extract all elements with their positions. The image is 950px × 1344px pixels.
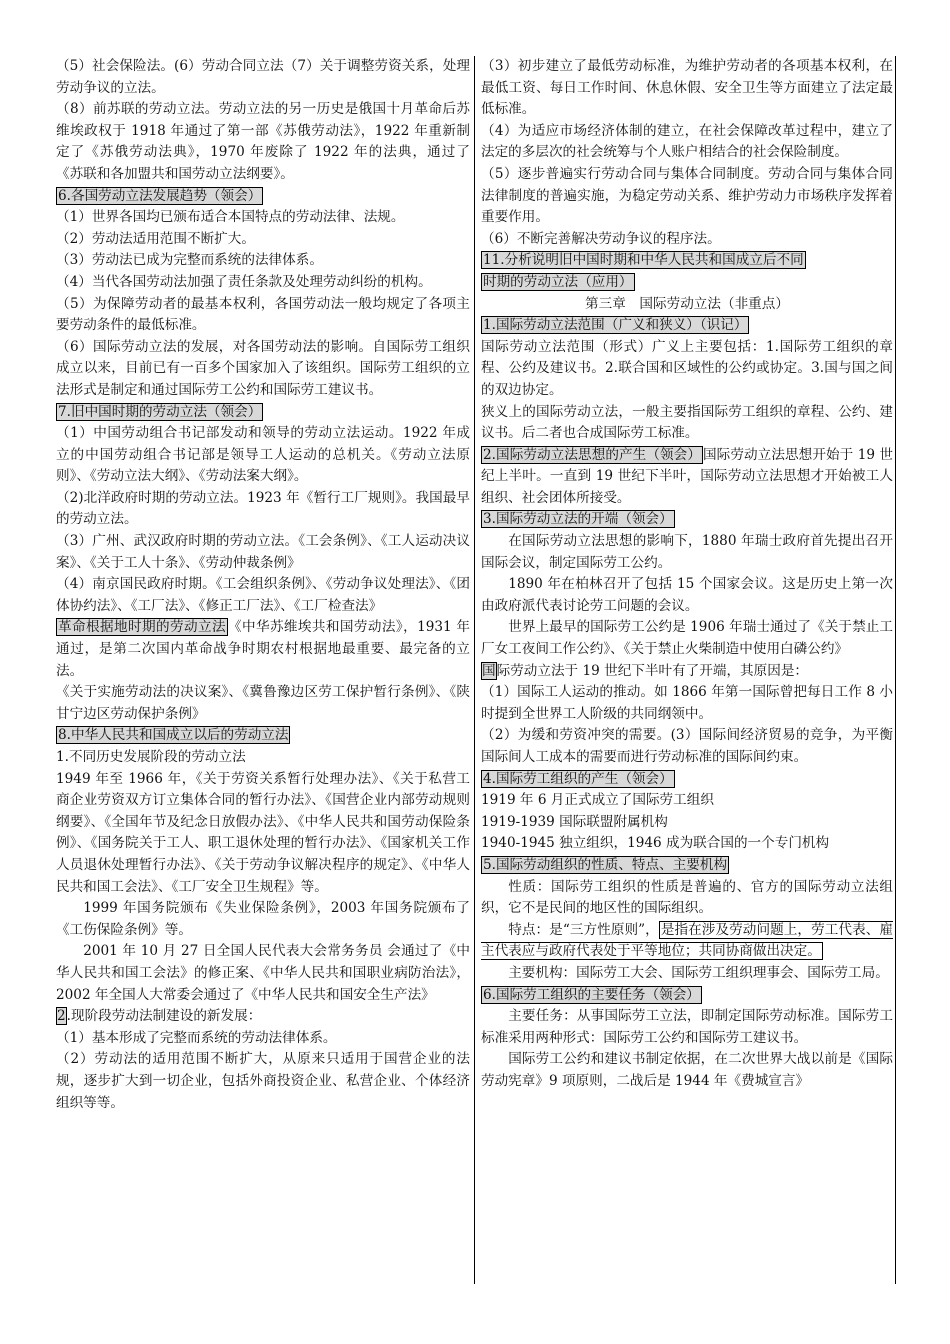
list-item: （1）基本形成了完整而系统的劳动法律体系。 xyxy=(56,1029,337,1046)
section-heading xyxy=(481,509,893,531)
paragraph: 性质：国际劳工组织的性质是普遍的、官方的国际劳动立法组织，它不是民间的地区性的国际组织。 xyxy=(481,878,893,917)
highlight-mark: 2 xyxy=(57,1008,66,1025)
paragraph xyxy=(56,617,470,682)
section-heading xyxy=(481,272,893,294)
list-item: （4）当代各国劳动法加强了责任条款及处理劳动纠纷的机构。 xyxy=(56,273,432,290)
subheading-text: .现阶段劳动法制建设的新发展： xyxy=(66,1008,262,1025)
heading-6: 6.国际劳工组织的主要任务（领会） xyxy=(483,986,700,1003)
paragraph: 主要任务：从事国际劳工立法，即制定国际劳动标准。国际劳工标准采用两种形式：国际劳工公约和国际劳工建议书。 xyxy=(481,1008,893,1046)
paragraph-text: 际劳动立法于 19 世纪下半叶有了开端，其原因是： xyxy=(496,662,809,679)
paragraph: （8）前苏联的劳动立法。劳动立法的另一历史是俄国十月革命后苏维埃政权于 1918 年通过了第一部《苏俄劳动法》，1922 年重新制定了《苏俄劳动法典》，1970 年废除了 1922 年的法典，通过了《苏联和各加盟共和国劳动立法纲要》。 xyxy=(56,101,470,182)
paragraph-text: 《中华苏维埃共和国劳动法》，1931 年通过，是第二次国内革命战争时期农村根据地最重要、最完备的立法。 xyxy=(56,619,470,679)
paragraph: 在国际劳动立法思想的影响下，1880 年瑞士政府首先提出召开国际会议，制定国际劳工公约。 xyxy=(481,533,893,571)
paragraph-text: 特点：是“三方性原则”， xyxy=(508,921,659,938)
chapter-title: 第三章 国际劳动立法（非重点） xyxy=(585,295,789,312)
list-item: （2)北洋政府时期的劳动立法。1923 年《暂行工厂规则》。我国最早的劳动立法。 xyxy=(56,489,470,528)
boxed-text: 是指在涉及劳动问题上，劳工代表、雇主代表应与政府代表处于平等地位；共同协商做出决定。 xyxy=(481,921,893,960)
heading-7: 7.旧中国时期的劳动立法（领会） xyxy=(58,403,262,420)
list-item: （2）劳动法适用范围不断扩大。 xyxy=(56,230,255,247)
heading-1: 1.国际劳动立法范围（广义和狭义）（识记） xyxy=(483,317,748,334)
heading-6: 6.各国劳动立法发展趋势（领会） xyxy=(58,187,262,204)
section-heading xyxy=(481,250,893,272)
right-border xyxy=(895,56,896,1284)
heading-3: 3.国际劳动立法的开端（领会） xyxy=(483,511,673,528)
paragraph: 1949 年至 1966 年，《关于劳资关系暂行处理办法》、《关于私营工商企业劳资双方订立集体合同的暂行办法》、《国营企业内部劳动规则纲要》、《全国年节及纪念日放假办法》、《中华人民共和国劳动保险条例》、《国务院关于工人、职工退休处理的暂行办法》、《国家机关工作人员退休处理暂行办法》、《关于劳动争议解决程序的规定》、《中华人民共和国工会法》、《工厂安全卫生规程》等。 xyxy=(56,770,470,895)
list-item: （3）初步建立了最低劳动标准，为维护劳动者的各项基本权利，在最低工资、每日工作时间、休息休假、安全卫生等方面建立了法定最低标准。 xyxy=(481,58,893,118)
list-item: （1）中国劳动组合书记部发动和领导的劳动立法运动。1922 年成立的中国劳动组合书记部是领导工人运动的总机关。《劳动立法原则》、《劳动立法大纲》、《劳动法案大纲》。 xyxy=(56,425,470,485)
section-heading xyxy=(481,985,893,1007)
list-item: （1）世界各国均已颁布适合本国特点的劳动法律、法规。 xyxy=(56,209,405,226)
heading-11-line1: 11.分析说明旧中国时期和中华人民共和国成立后不同 xyxy=(483,252,804,269)
paragraph: 国际劳动立法范围（形式）广义上主要包括：1.国际劳工组织的章程、公约及建议书。2.联合国和区域性的公约或协定。3.国与国之间的双边协定。 xyxy=(481,338,893,398)
right-column xyxy=(481,56,893,1093)
paragraph: 1940-1945 独立组织，1946 成为联合国的一个专门机构 xyxy=(481,835,830,852)
paragraph: 1919 年 6 月正式成立了国际劳工组织 xyxy=(481,792,714,809)
paragraph xyxy=(481,661,893,683)
list-item: （6）国际劳动立法的发展，对各国劳动法的影响。自国际劳工组织成立以来，目前已有一百多个国家加入了该组织。国际劳工组织的立法形式是制定和通过国际劳工公约和国际劳工建议书。 xyxy=(56,338,470,398)
list-item: （4）为适应市场经济体制的建立，在社会保障改革过程中，建立了法定的多层次的社会统筹与个人账户相结合的社会保险制度。 xyxy=(481,122,893,161)
list-item: （1）国际工人运动的推动。如 1866 年第一国际曾把每日工作 8 小时提到全世界工人阶级的共同纲领中。 xyxy=(481,684,893,722)
paragraph: 主要机构：国际劳工大会、国际劳工组织理事会、国际劳工局。 xyxy=(508,964,889,981)
paragraph: 1890 年在柏林召开了包括 15 个国家会议。这是历史上第一次由政府派代表讨论劳工问题的会议。 xyxy=(481,576,893,614)
paragraph xyxy=(481,445,893,510)
list-item: （6）不断完善解决劳动争议的程序法。 xyxy=(481,230,721,247)
paragraph xyxy=(481,920,893,963)
paragraph-text: 国际劳动立法思想开始于 19 世纪上半叶。一直到 19 世纪下半叶，国际劳动立法思想才开始被工人组织、社会团体所接受。 xyxy=(481,446,893,506)
highlight-mark: 国 xyxy=(482,662,496,679)
list-item: （4）南京国民政府时期。《工会组织条例》、《劳动争议处理法》、《团体协约法》、《工厂法》、《修正工厂法》、《工厂检查法》 xyxy=(56,576,470,614)
section-heading xyxy=(481,315,893,337)
left-column xyxy=(56,56,470,1114)
section-heading xyxy=(56,725,470,747)
paragraph: 世界上最早的国际劳工公约是 1906 年瑞士通过了《关于禁止工厂女工夜间工作公约》、《关于禁止火柴制造中使用白磷公约》 xyxy=(481,619,893,658)
heading-4: 4.国际劳工组织的产生（领会） xyxy=(483,770,673,787)
heading-5: 5.国际劳动组织的性质、特点、主要机构 xyxy=(483,856,728,873)
heading-revolutionary-base: 革命根据地时期的劳动立法 xyxy=(58,619,226,636)
list-item: （5）逐步普遍实行劳动合同与集体合同制度。劳动合同与集体合同法律制度的普遍实施，为稳定劳动关系、维护劳动力市场秩序发挥着重要作用。 xyxy=(481,165,893,226)
heading-8: 8.中华人民共和国成立以后的劳动立法 xyxy=(58,727,289,744)
paragraph: 《关于实施劳动法的决议案》、《冀鲁豫边区劳工保护暂行条例》、《陕甘宁边区劳动保护条例》 xyxy=(56,684,470,722)
paragraph: （5）社会保险法。(6）劳动合同立法（7）关于调整劳资关系，处理劳动争议的立法。 xyxy=(56,58,470,96)
paragraph: 2001 年 10 月 27 日全国人民代表大会常务务员 会通过了《中华人民共和国工会法》的修正案、《中华人民共和国职业病防治法》，2002 年全国人大常委会通过了《中华人民共和国安全生产法》 xyxy=(56,943,470,1003)
subheading xyxy=(56,1006,470,1028)
list-item: （2）劳动法的适用范围不断扩大，从原来只适用于国营企业的法规，逐步扩大到一切企业，包括外商投资企业、私营企业、个体经济组织等等。 xyxy=(56,1051,470,1111)
section-heading xyxy=(56,402,470,424)
paragraph: 1999 年国务院颁布《失业保险条例》，2003 年国务院颁布了《工伤保险条例》等。 xyxy=(56,900,470,938)
paragraph: 1919-1939 国际联盟附属机构 xyxy=(481,813,668,830)
heading-2: 2.国际劳动立法思想的产生（领会） xyxy=(483,446,702,463)
paragraph: 国际劳工公约和建议书制定依据，在二次世界大战以前是《国际劳动宪章》9 项原则，二战后是 1944 年《费城宣言》 xyxy=(481,1051,893,1089)
paragraph: 狭义上的国际劳动立法，一般主要指国际劳工组织的章程、公约、建议书。后二者也合成国际劳工标准。 xyxy=(481,403,893,442)
column-divider xyxy=(474,56,475,1284)
list-item: （3）广州、武汉政府时期的劳动立法。《工会条例》、《工人运动决议案》、《关于工人十条》、《劳动仲裁条例》 xyxy=(56,533,470,571)
list-item: （2）为缓和劳资冲突的需要。(3）国际间经济贸易的竞争，为平衡国际间人工成本的需要而进行劳动标准的国际间约束。 xyxy=(481,727,893,765)
subheading: 1.不同历史发展阶段的劳动立法 xyxy=(56,749,246,765)
section-heading xyxy=(481,769,893,791)
heading-11-line2: 时期的劳动立法（应用） xyxy=(483,273,633,290)
section-heading xyxy=(481,855,893,877)
list-item: （3）劳动法已成为完整而系统的法律体系。 xyxy=(56,252,323,269)
list-item: （5）为保障劳动者的最基本权利，各国劳动法一般均规定了各项主要劳动条件的最低标准。 xyxy=(56,295,470,334)
section-heading xyxy=(56,186,470,208)
